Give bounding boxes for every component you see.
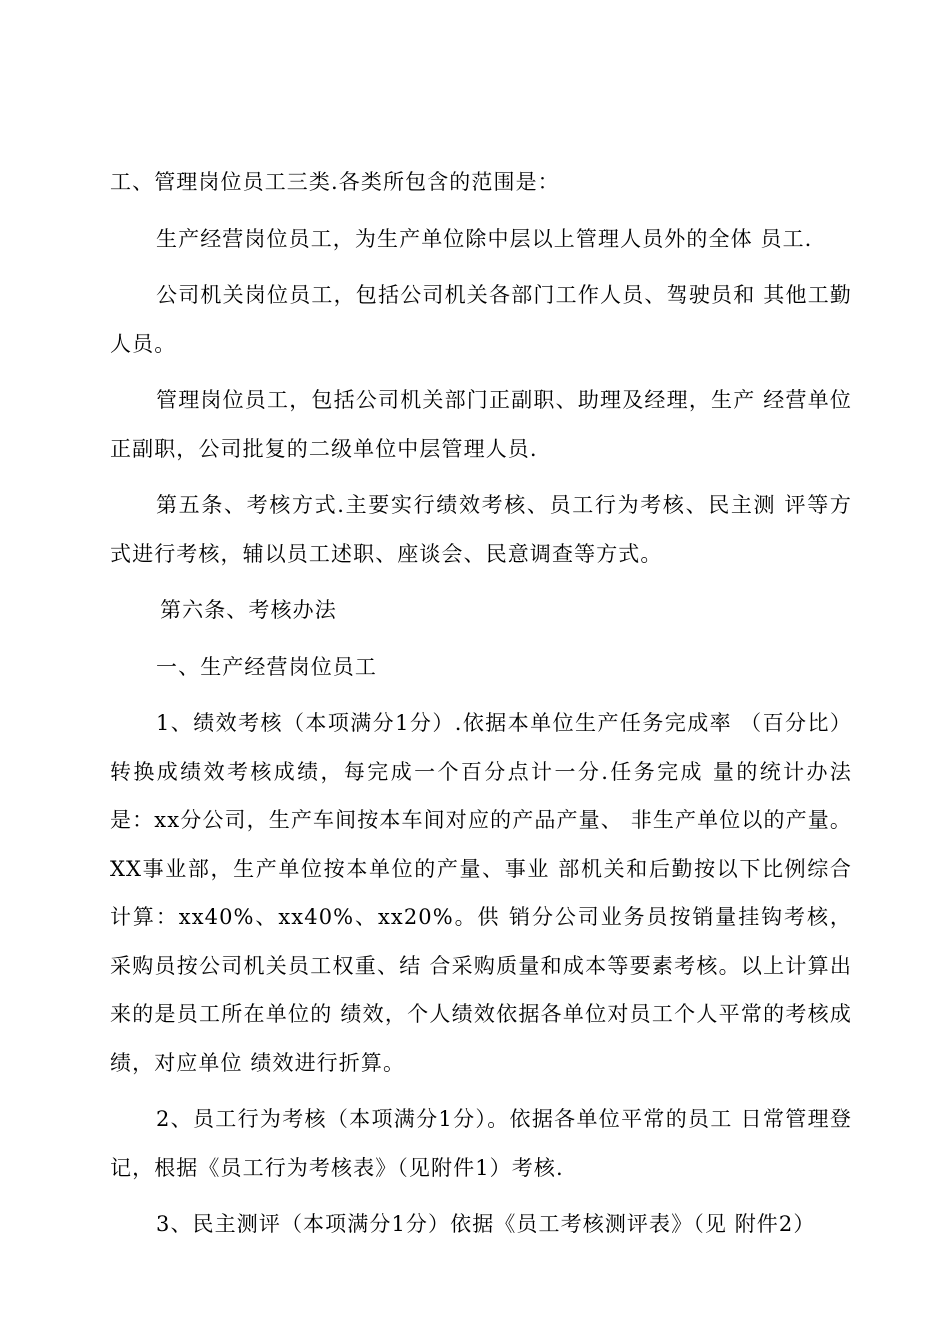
paragraph-production-staff: 生产经营岗位员工，为生产单位除中层以上管理人员外的全体 员工. [156,226,813,251]
paragraph-article-five: 第五条、考核方式.主要实行绩效考核、员工行为考核、民主测 评等方式进行考核，辅以员工述职、座谈会、民意调查等方式。 [110,493,852,566]
paragraph-behavior-assessment: 2、员工行为考核（本项满分1分）。依据各单位平常的员工 日常管理登记，根据《员工行为考核表》（见附件1）考核. [110,1107,852,1180]
document-body [110,158,852,1249]
paragraph-office-staff: 公司机关岗位员工，包括公司机关各部门工作人员、驾驶员和 其他工勤人员。 [110,283,852,356]
paragraph-management-staff: 管理岗位员工，包括公司机关部门正副职、助理及经理，生产 经营单位正副职，公司批复的二级单位中层管理人员. [110,388,852,461]
paragraph-performance-assessment: 1、绩效考核（本项满分1分）.依据本单位生产任务完成率 （百分比）转换成绩效考核成绩，每完成一个百分点计一分.任务完成 量的统计办法是：xx分公司，生产车间按本车间对应的产品产量、 非生产单位以的产量。XX事业部，生产单位按本单位的产量、事业 部机关和后勤按以下比例综合计算：xx40%、xx40%、xx20%。供 销分公司业务员按销量挂钩考核，采购员按公司机关员工权重、结 合采购质量和成本等要素考核。以上计算出来的是员工所在单位的 绩效，个人绩效依据各单位对员工个人平常的考核成绩，对应单位 绩效进行折算。 [110,711,852,1075]
heading-section-one: 一、生产经营岗位员工 [156,654,377,679]
heading-article-six: 第六条、考核办法 [160,598,337,622]
paragraph-scope-intro: 工、管理岗位员工三类.各类所包含的范围是： [110,170,560,194]
paragraph-democratic-evaluation: 3、民主测评（本项满分1分）依据《员工考核测评表》（见 附件2） [156,1212,816,1236]
